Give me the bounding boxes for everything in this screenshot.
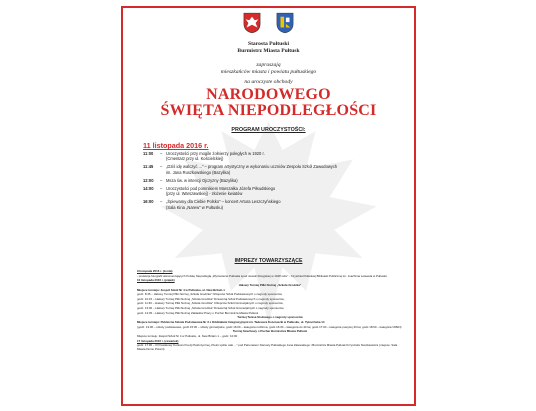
invite-audience: mieszkańców miasta i powiatu pułtuskiego bbox=[220, 69, 317, 75]
tournament-row: godz. 8:45 – Halowy Turniej Piłki Nożnej „Szkoła Grodzka" Chłopców Szkół Podstawowych o nagrody sponsorów, bbox=[137, 292, 283, 297]
schedule-time: 11:00 bbox=[143, 151, 154, 156]
event-day-date: 9 listopada 2016 r. (środa) bbox=[137, 269, 173, 273]
schedule-time: 14:00 bbox=[143, 186, 154, 192]
tournament-place: Miejsce turnieju: Zespół Szkół Nr 4 w Pułtusku, ul. New Britain 1 – godz. 10:00 bbox=[137, 333, 238, 338]
program-heading: PROGRAM UROCZYSTOŚCI: bbox=[231, 127, 306, 133]
schedule-time: 12:00 bbox=[143, 177, 154, 183]
coat-of-arms-row bbox=[123, 12, 414, 39]
organizers bbox=[123, 41, 414, 55]
program-schedule bbox=[143, 151, 403, 213]
schedule-item: 16:00 – „Śpiewamy dla Ciebie Polsko" – koncert Artura Leszczyńskiego (Sala Kina „Narew" w Pułtusku) bbox=[143, 199, 403, 209]
schedule-item: 14:00 – Uroczystości pod pomnikiem Marszałka Józefa Piłsudskiego (przy ul. Warszawskiej) - złożenie kwiatów bbox=[143, 186, 403, 196]
schedule-time: 16:00 bbox=[143, 199, 154, 205]
schedule-desc: Uroczystości pod pomnikiem Marszałka Józefa Piłsudskiego bbox=[166, 186, 276, 192]
invite-occasion: na uroczyste obchody bbox=[244, 79, 293, 85]
schedule-item: 11:00 – Uroczystości przy mogile żołnierzy poległych w 1920 r. (Cmentarz przy ul. Kościelckiej) bbox=[143, 151, 403, 161]
poster-title bbox=[123, 87, 414, 119]
events-heading: IMPREZY TOWARZYSZĄCE bbox=[234, 258, 303, 264]
tournament-place: Miejsce turnieju: Publiczna Szkoła Podstawowa Nr 3 z Oddziałami Integracyjnymi im. Tadeusza Kościuszki w Pułtusku, ul. Tykocińska 14 bbox=[137, 320, 325, 325]
schedule-desc-sub: im. Jana Ruszkowskiego (Bazylika) bbox=[166, 169, 231, 175]
tournament-place: Miejsce turnieju: Zespół Szkół Nr 4 w Pułtusku, ul. New Britain 1 bbox=[137, 287, 225, 292]
schedule-item: 12:00 – Msza św. w intencji Ojczyzny (Bazylika) bbox=[143, 178, 403, 183]
tournament-row: godz. 10:15 – Halowy Turniej Piłki Nożnej „Szkoła Grodzka" Dziewcząt Szkół Podstawowych o nagrody sponsorów, bbox=[137, 296, 285, 301]
event-day-date: 17 listopada 2016 r. (czwartek) bbox=[137, 338, 179, 343]
schedule-desc-sub: (przy ul. Warszawskiej) - złożenie kwiatów bbox=[166, 191, 243, 197]
schedule-desc: Msza św. w intencji Ojczyzny (Bazylika) bbox=[166, 177, 238, 183]
pultusk-town-crest-icon bbox=[276, 12, 294, 34]
event-text: godz. 17:00 – III Powiatowy Konkurs Poezji Patriotycznej „Pieśń ujdzie cało ..." pod Patronatem Starosty Pułtuskiego Jana Zalewskiego i Burmistrza Miasta Pułtusk Krzysztofa Nuszkiewicza (miejsce: Sala Miasta Domu Polonii) bbox=[137, 343, 398, 351]
schedule-desc: „Śpiewamy dla Ciebie Polsko" – koncert Artura Leszczyńskiego bbox=[166, 199, 281, 205]
program-date: 11 listopada 2016 r. bbox=[143, 141, 209, 150]
tournament-row: godz. 11:30 – Halowy Turniej Piłki Nożnej „Szkoła Grodzka" Chłopców Szkół Gimnazjalnych o nagrody sponsorów, bbox=[137, 301, 284, 306]
organizer-starosta: Starosta Pułtuski bbox=[247, 41, 290, 47]
event-day-date: 10 listopada 2016 r. (piątek) bbox=[137, 278, 175, 283]
event-poster bbox=[121, 6, 416, 406]
events-details bbox=[137, 270, 403, 353]
tournament-title: Turniej Szachowy o Puchar Burmistrza Miasta Pułtusk bbox=[232, 329, 308, 334]
schedule-desc: „Dziś idę walczyć ..." – program artystyczny w wykonaniu uczniów Zespołu Szkół Zawodowych bbox=[166, 164, 338, 170]
schedule-desc-sub: (Cmentarz przy ul. Kościelckiej) bbox=[166, 156, 224, 162]
schedule-item: 11:45 – „Dziś idę walczyć ..." – program artystyczny w wykonaniu uczniów Zespołu Szkół Zawodowych im. Jana Ruszkowskiego (Bazylika) bbox=[143, 164, 403, 174]
tournament-title: Halowy Turniej Piłki Nożnej „Szkoła Grodzka" bbox=[238, 282, 302, 287]
poster-title-line1: NARODOWEGO bbox=[206, 86, 331, 103]
schedule-desc: Uroczystości przy mogile żołnierzy poległych w 1920 r. bbox=[166, 151, 265, 156]
tournament-title: Turniej Tenisa Stołowego o nagrody sponsorów bbox=[237, 315, 303, 320]
event-text: - prelekcja fotografii dokumentujących Polskę Niepodległą „Wyzwolenie Pułtuska spod niewoli Rosyjskiej w 1918 roku" - Czytelnia Pułtuskiej Biblioteki Publicznej im. Joachima Lelewela w Pułtusku bbox=[137, 273, 388, 278]
tournament-text: (godz. 13:00 – szkoły podstawowe, godz.15:30 – szkoły gimnazjalne, godz.16:00 – kategoria rodzinna, godz.16:30 – kategoria do 40 lat, godz.17:00 – kategoria powyżej 40 lat, godz.18:00 – kategoria OPEN) bbox=[137, 324, 402, 329]
tournament-row: godz. 14:45 – Halowy Turniej Piłki Nożnej Zakładów Pracy o Puchar Burmistrza Miasta Pułtusk bbox=[137, 310, 259, 315]
organizer-burmistrz: Burmistrz Miasta Pułtusk bbox=[237, 48, 300, 54]
schedule-time: 11:45 bbox=[143, 164, 154, 170]
poster-title-line2: ŚWIĘTA NIEPODLEGŁOŚCI bbox=[160, 102, 377, 119]
schedule-desc-sub: (Sala Kina „Narew" w Pułtusku) bbox=[166, 204, 223, 210]
pultusk-county-crest-icon bbox=[243, 12, 261, 34]
invitation bbox=[123, 62, 414, 76]
tournament-row: godz. 13:00 – Halowy Turniej Piłki Nożnej „Szkoła Grodzka" Dziewcząt Szkół Gimnazjalnych o nagrody sponsorów, bbox=[137, 306, 285, 311]
invite-verb: zapraszają bbox=[256, 62, 281, 68]
